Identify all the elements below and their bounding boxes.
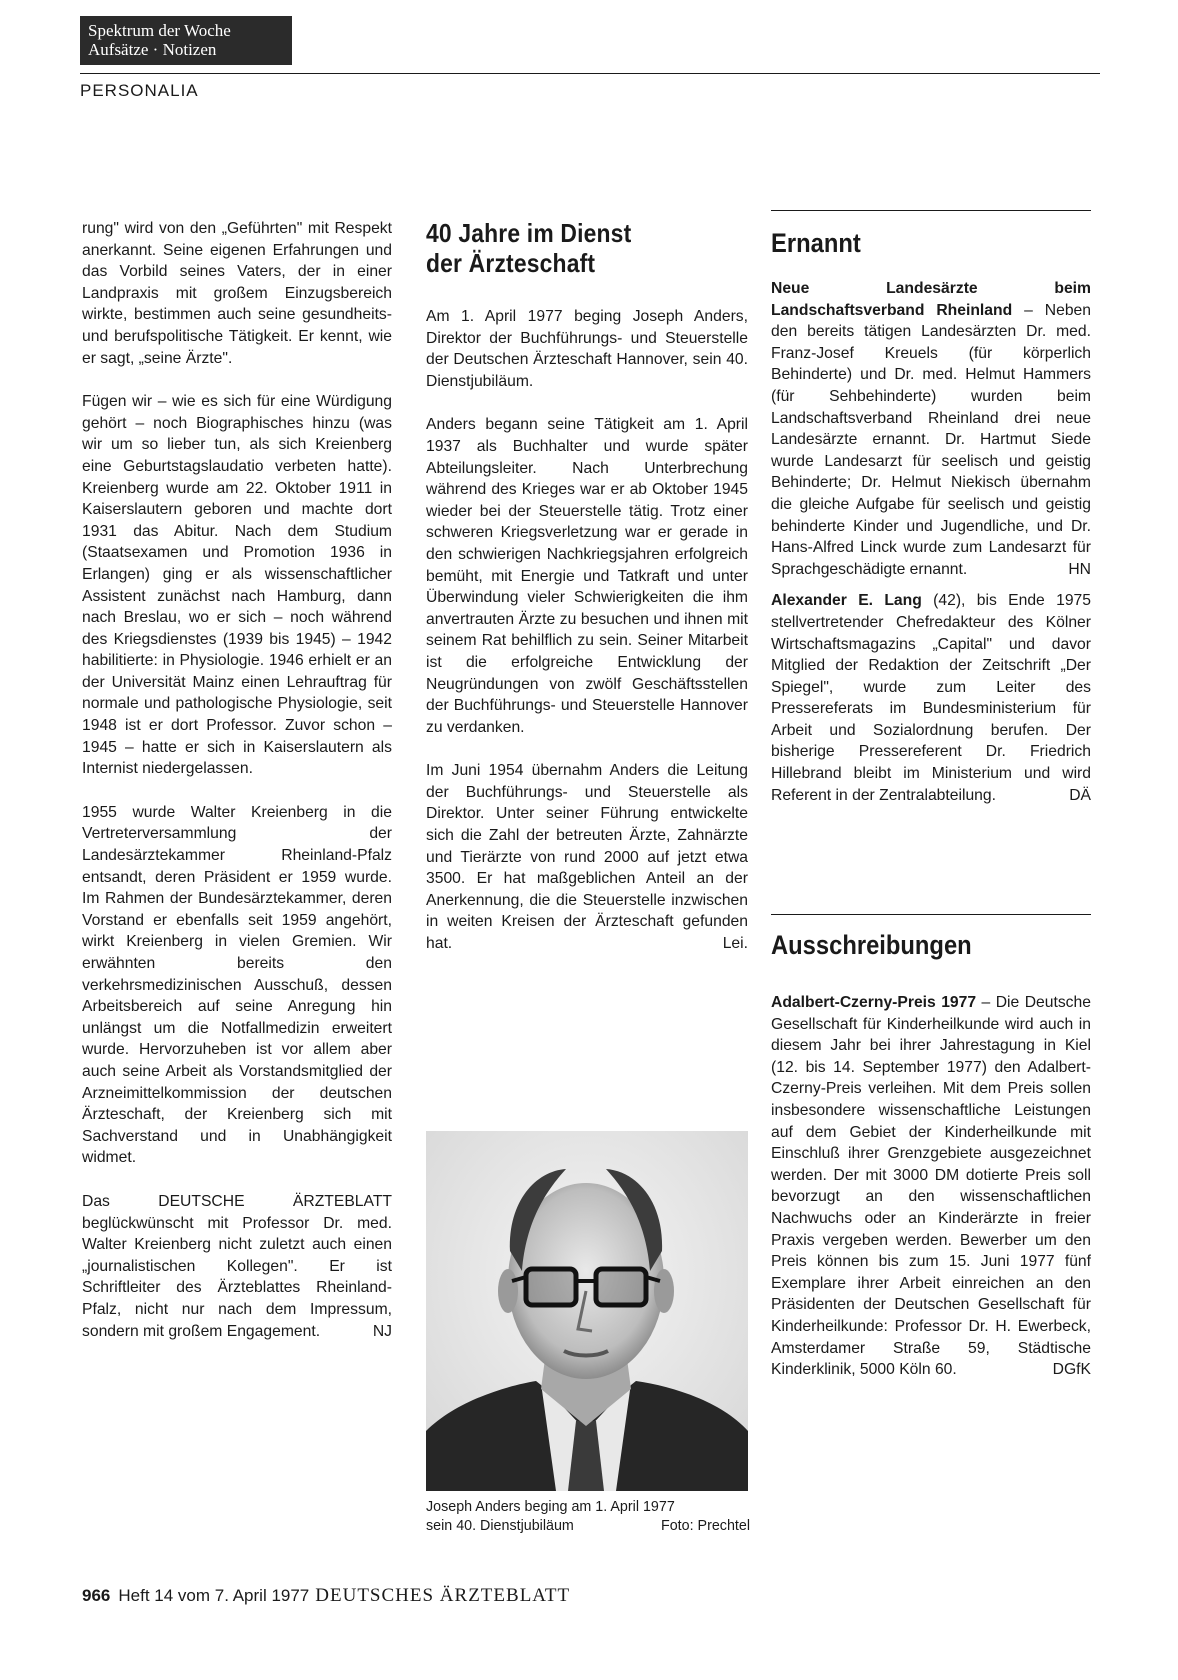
badge-line-2: Aufsätze · Notizen [88,40,217,59]
col1-paragraph-4 [82,1191,392,1342]
item-lang-text: (42), bis Ende 1975 stellvertretender Chefredakteur des Kölner Wirtschaftsmagazins „Capital" und davor Mitglied der Redaktion der Zeitschrift „Der Spiegel", wurde zum Leiter des Pressereferats im Bundesministerium für Arbeit und Sozialordnung berufen. Der bisherige Pressereferent Dr. Friedrich Hillebrand bleibt im Ministerium und wird Referent in der Zentralabteilung. [771,592,1092,804]
headline-line-2: der Ärzteschaft [426,248,596,278]
signature-lei: Lei. [722,935,748,953]
column-right-upper [771,278,1091,828]
col2-paragraph-1: Am 1. April 1977 beging Joseph Anders, Direktor der Buchführungs- und Steuerstelle der Deutschen Ärzteschaft Hannover, sein 40. Dienstjubiläum. [426,308,748,390]
item-czerny-text: – Die Deutsche Gesellschaft für Kinderheilkunde wird auch in diesem Jahr bei ihrer Jahrestagung in Kiel (12. bis 14. September 1977) den Adalbert-Czerny-Preis verleihen. Mit dem Preis sollen insbesondere wissenschaftliche Leistungen auf dem Gebiet der Kinderheilkunde mit Einschluß ihrer Grenzgebiete ausgezeichnet werden. Der mit 3000 DM dotierte Preis soll bevorzugt an den wissenschaftlichen Nachwuchs oder an Kinderärzte in freier Praxis vergeben werden. Bewerber um den Preis können bis zum 15. Juni 1977 fünf Exemplare ihrer Arbeit einreichen an den Präsidenten der Deutschen Gesellschaft für Kinderheilkunde: Professor Dr. H. Ewerbeck, Amsterdamer Straße 59, Städtische Kinderklinik, 5000 Köln 60. [771,994,1091,1379]
caption-line-2 [426,1517,750,1536]
item-landesaerzte-lead: Neue Landesärzte beim Landschaftsverband Rheinland [771,280,1091,319]
col1-paragraph-1: rung" wird von den „Geführten" mit Respekt anerkannt. Seine eigenen Erfahrungen und das Vorbild seines Vaters, der in einer Landpraxis mit großem Einzugsbereich wirkte, bestimmen auch seine gesundheits- und berufspolitische Tätigkeit. Er kennt, wie er sagt, „seine Ärzte". [82,220,392,367]
issue-info: Heft 14 vom 7. April 1977 [118,1586,310,1605]
section-label: PERSONALIA [80,81,199,100]
caption-line-2-text: sein 40. Dienstjubiläum [426,1518,574,1534]
page-footer [82,1585,570,1607]
heading-ernannt: Ernannt [771,228,861,258]
page-number: 966 [82,1586,111,1605]
signature-dae: DÄ [1069,786,1091,804]
heading-ausschreibungen: Ausschreibungen [771,930,972,960]
column-middle [426,218,748,977]
magazine-name: DEUTSCHES ÄRZTEBLATT [315,1585,571,1606]
col2-paragraph-2: Anders begann seine Tätigkeit am 1. April 1937 als Buchhalter und wurde später Abteilungsleiter. Nach Unterbrechung während des Krieges war er ab Oktober 1945 wieder bei der Steuerstelle tätig. Trotz einer schweren Kriegsverletzung war er gerade in den schwierigen Nachkriegsjahren erfolgreich bemüht, mit Energie und Tatkraft und unter Überwindung vieler Schwierigkeiten die ihm anvertrauten Ärzte zu besuchen und ihnen mit seinem Rat behilflich zu sein. Seiner Mitarbeit ist die erfolgreiche Entwicklung der Neugründungen von zwölf Geschäftsstellen der Buchführungs- und Steuerstelle Hannover zu verdanken. [426,416,748,736]
column-right-lower [771,992,1091,1403]
signature-dgfk: DGfK [1052,1361,1091,1379]
article-headline [426,218,709,278]
signature-hn: HN [1068,560,1091,578]
col2-paragraph-3-text: Im Juni 1954 übernahm Anders die Leitung der Buchführungs- und Steuerstelle als Direktor. Unter seiner Führung entwickelte sich die Zahl der betreuten Ärzte, Zahnärzte und Tierärzte von rund 2000 auf jetzt etwa 3500. Er hat maßgeblichen Anteil an der Anerkennung, die die Steuerstelle inzwischen in weiten Kreisen der Ärzteschaft gefunden hat. [426,762,748,953]
col2-paragraph-3 [426,760,748,954]
photo-caption [426,1498,750,1536]
col1-paragraph-3: 1955 wurde Walter Kreienberg in die Vertreterversammlung der Landesärztekammer Rheinland-Pfalz entsandt, deren Präsident er 1959 wurde. Im Rahmen der Bundesärztekammer, deren Vorstand er ebenfalls seit 1959 angehört, wirkt Kreienberg in vielen Gremien. Wir erwähnten bereits den verkehrsmedizinischen Ausschuß, dessen Arbeitsbereich auf seine Anregung hin unlängst um die Notfallmedizin erweitert wurde. Hervorzuheben ist vor allem aber auch seine Arbeit als Vorstandsmitglied der Arzneimittelkommission der deutschen Ärzteschaft, der Kreienberg sich mit Sachverstand und in Unabhängigkeit widmet. [82,803,392,1167]
item-lang [771,590,1091,806]
column-left [82,218,392,1364]
caption-line-1: Joseph Anders beging am 1. April 1977 [426,1499,675,1515]
item-lang-lead: Alexander E. Lang [771,592,922,610]
rule-ausschreibungen [771,914,1091,915]
item-landesaerzte-text: – Neben den bereits tätigen Landesärzten Dr. med. Franz-Josef Kreuels (für körperlich Behinderte) und Dr. med. Helmut Hammers (für Sehbehinderte) wurden beim Landschaftsverband Rheinland drei neue Landesärzte ernannt. Dr. Hartmut Siede wurde Landesarzt für seelisch und geistig Behinderte; Dr. Helmut Niekisch übernahm die gleiche Aufgabe für seelisch und geistig behinderte Kinder und Jugendliche, und Dr. Hans-Alfred Linck wurde zum Landesarzt für Sprachgeschädigte ernannt. [771,301,1091,578]
top-rule [80,73,1100,74]
section-badge [80,16,292,65]
item-czerny-preis [771,992,1091,1381]
item-landesaerzte [771,278,1091,580]
photo-credit: Foto: Prechtel [661,1518,750,1534]
signature-nj: NJ [372,1322,392,1340]
headline-line-1: 40 Jahre im Dienst [426,218,632,248]
rule-ernannt [771,210,1091,211]
col1-paragraph-4-text: Das DEUTSCHE ÄRZTEBLATT beglückwünscht mit Professor Dr. med. Walter Kreienberg nicht zuletzt auch einen „journalistischen Kollegen". Er ist Schriftleiter des Ärzteblattes Rheinland-Pfalz, nicht nur nach dem Impressum, sondern mit großem Engagement. [82,1192,392,1340]
item-czerny-lead: Adalbert-Czerny-Preis 1977 [771,994,977,1011]
col1-paragraph-2: Fügen wir – wie es sich für eine Würdigung gehört – noch Biographisches hinzu (was wir um so lieber tun, als sich Kreienberg eine Geburtstagslaudatio verbeten hatte). Kreienberg wurde am 22. Oktober 1911 in Kaiserslautern geboren und machte dort 1931 das Abitur. Nach dem Studium (Staatsexamen und Promotion 1936 in Erlangen) ging er als wissenschaftlicher Assistent zunächst nach Hamburg, dann nach Breslau, wo er sich – noch während des Kriegsdienstes (1939 bis 1945) – 1942 habilitierte: in Physiologie. 1946 erhielt er an der Universität Mainz einen Lehrauftrag für normale und pathologische Physiologie, seit 1948 ist er dort Professor. Zuvor schon – 1945 – hatte er sich in Kaiserslautern als Internist niedergelassen. [82,393,392,778]
portrait-photo [426,1131,748,1491]
badge-line-1: Spektrum der Woche [88,21,231,40]
